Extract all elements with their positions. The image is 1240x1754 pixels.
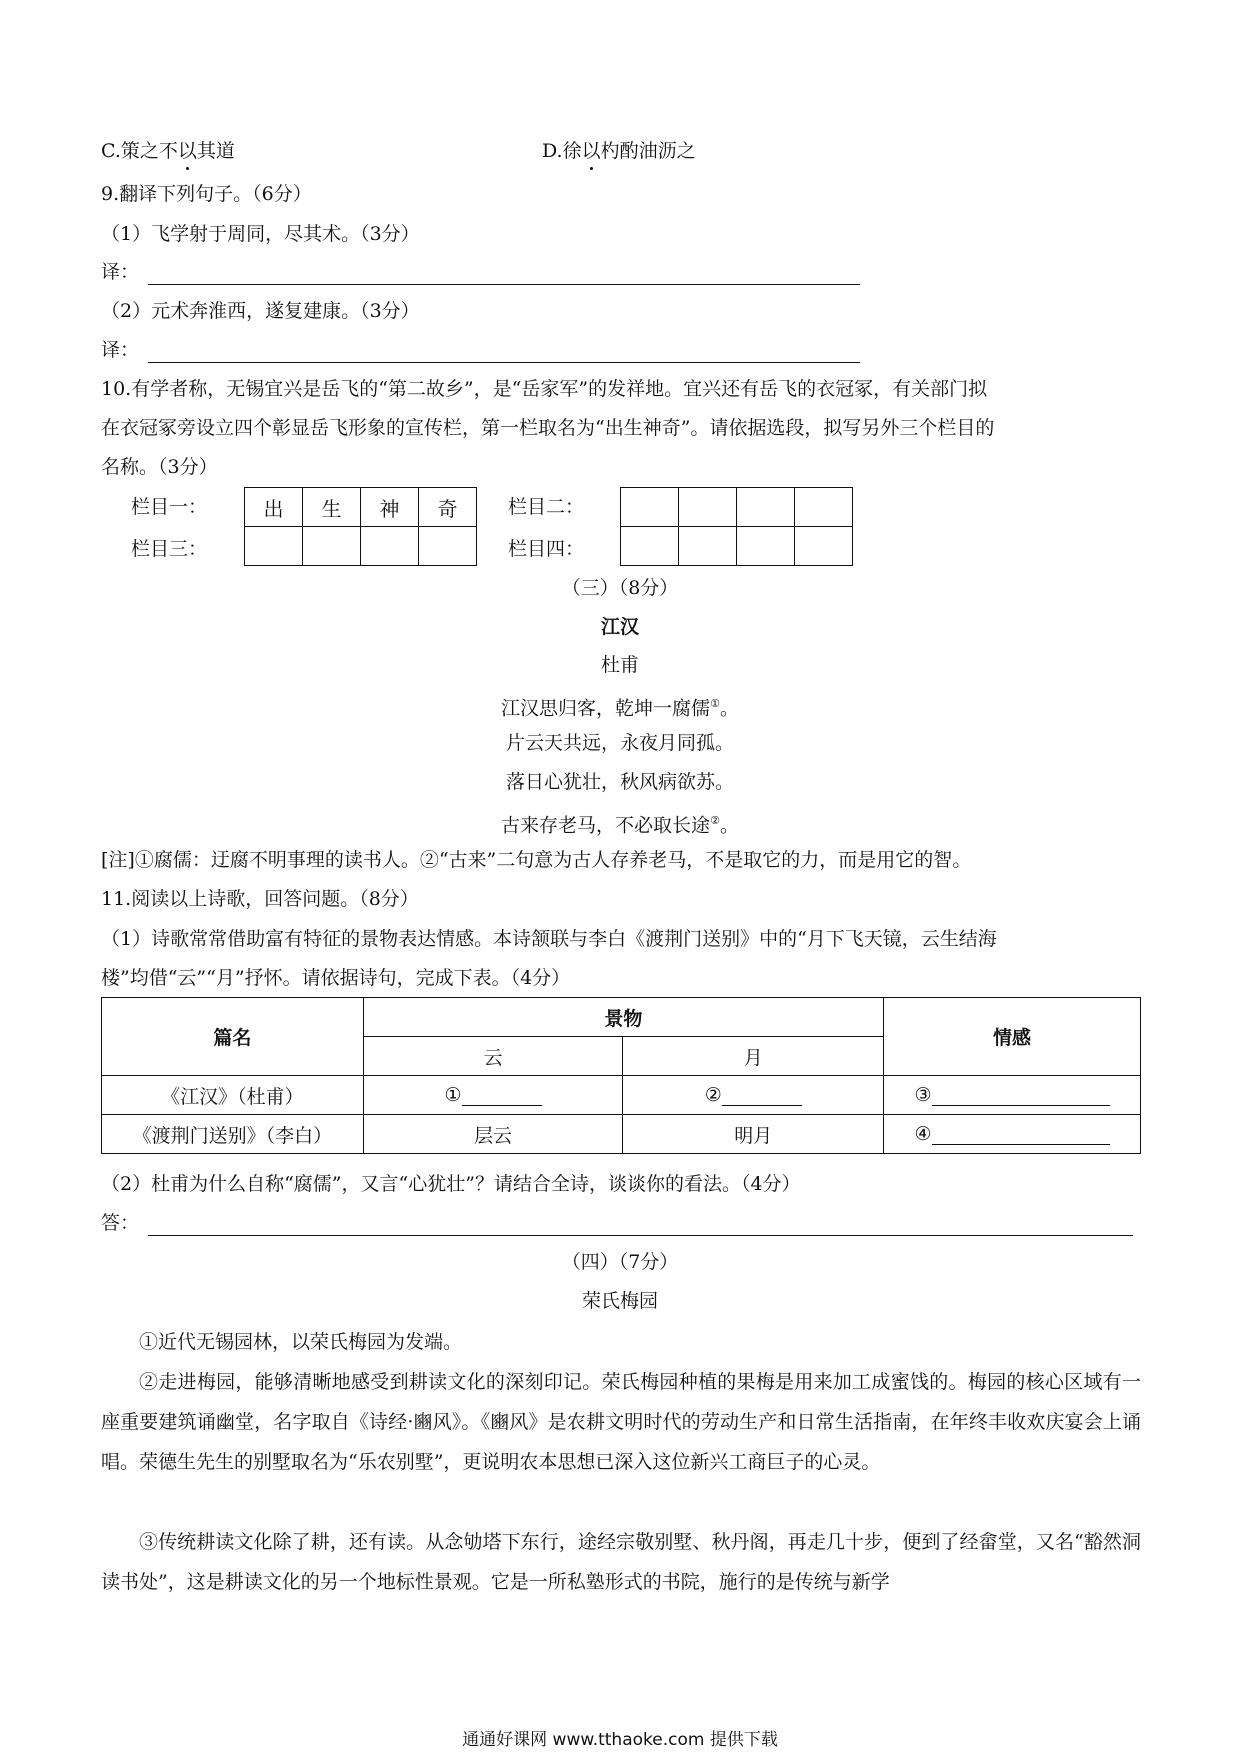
poem-title: 江汉 [600, 616, 639, 638]
header-emotion: 情感 [884, 998, 1141, 1076]
q8-option-c: C.策之不以其道 [101, 140, 235, 162]
poem-line-4: 古来存老马，不必取长途②。 [501, 814, 739, 837]
emphasis-dot-char: 以 [177, 140, 197, 162]
q9-answer-line-2[interactable] [148, 362, 860, 363]
passage-title: 荣氏梅园 [581, 1290, 658, 1312]
row1-cloud-blank[interactable]: ① [363, 1076, 623, 1115]
grid-cell-empty[interactable] [621, 527, 679, 566]
poem-line-2: 片云天共远，永夜月同孤。 [505, 732, 734, 754]
grid-cell-char: 奇 [419, 488, 477, 527]
poem-line-1: 江汉思归客，乾坤一腐儒①。 [501, 697, 739, 720]
grid-cell-empty[interactable] [245, 527, 303, 566]
q11-answer-label: 答： [101, 1212, 140, 1234]
q11-part1-text-2: 楼”均借“云”“月”抒怀。请依据诗句，完成下表。（4分） [101, 967, 571, 989]
column-grid-left [244, 487, 477, 566]
row1-title: 《江汉》（杜甫） [102, 1076, 364, 1115]
grid-cell-empty[interactable] [737, 488, 795, 527]
column-label-4: 栏目四： [508, 538, 585, 560]
comparison-table [101, 997, 1141, 1154]
grid-cell-char: 出 [245, 488, 303, 527]
q9-answer-label-2: 译： [101, 339, 140, 361]
q9-answer-line-1[interactable] [148, 284, 860, 285]
header-cloud: 云 [363, 1037, 623, 1076]
q9-answer-label-1: 译： [101, 261, 140, 283]
grid-cell-char: 生 [303, 488, 361, 527]
q11-answer-line[interactable] [148, 1235, 1133, 1236]
row2-title: 《渡荆门送别》（李白） [102, 1115, 364, 1154]
q11-title: 11.阅读以上诗歌，回答问题。（8分） [101, 888, 419, 910]
grid-cell-empty[interactable] [795, 527, 853, 566]
column-label-1: 栏目一： [131, 496, 208, 518]
passage-paragraph-1: ①近代无锡园林，以荣氏梅园为发端。 [139, 1331, 463, 1353]
header-title: 篇名 [102, 998, 364, 1076]
section-3-header: （三）（8分） [561, 577, 679, 599]
header-scenery: 景物 [363, 998, 883, 1037]
header-moon: 月 [623, 1037, 884, 1076]
grid-cell-char: 神 [361, 488, 419, 527]
grid-cell-empty[interactable] [737, 527, 795, 566]
q9-sentence-2: （2）元术奔淮西，遂复建康。（3分） [101, 300, 420, 322]
row1-moon-blank[interactable]: ② [623, 1076, 884, 1115]
row2-moon: 明月 [623, 1115, 884, 1154]
column-grid-right [620, 487, 853, 566]
page-footer: 通通好课网 www.tthaoke.com 提供下载 [462, 1730, 778, 1750]
passage-paragraph-2: ②走进梅园，能够清晰地感受到耕读文化的深刻印记。荣氏梅园种植的果梅是用来加工成蜜饯的。梅园的核心区域有一座重要建筑诵幽堂，名字取自《诗经·豳风》。《豳风》是农耕文明时代的劳动生产和日常生活指南，在年终丰收欢庆宴会上诵唱。荣德生先生的别墅取名为“乐农别墅”，更说明农本思想已深入这位新兴工商巨子的心灵。 [101, 1371, 1141, 1473]
row1-emotion-blank[interactable]: ③ [884, 1076, 1141, 1115]
q9-sentence-1: （1）飞学射于周同，尽其术。（3分） [101, 223, 420, 245]
grid-cell-empty[interactable] [679, 488, 737, 527]
q11-part1-text-1: （1）诗歌常常借助富有特征的景物表达情感。本诗颔联与李白《渡荆门送别》中的“月下飞天镜，云生结海 [101, 928, 997, 950]
q8-option-d: D.徐以杓酌油沥之 [542, 140, 696, 162]
poem-author: 杜甫 [600, 654, 639, 676]
grid-cell-empty[interactable] [795, 488, 853, 527]
passage-paragraph-3: ③传统耕读文化除了耕，还有读。从念劬塔下东行，途经宗敬别墅、秋丹阁，再走几十步，便到了经畲堂，又名“豁然洞读书处”，这是耕读文化的另一个地标性景观。它是一所私塾形式的书院，施行的是传统与新学 [101, 1531, 1141, 1593]
grid-cell-empty[interactable] [419, 527, 477, 566]
section-4-header: （四）（7分） [561, 1251, 679, 1273]
q11-part2-text: （2）杜甫为什么自称“腐儒”，又言“心犹壮”？请结合全诗，谈谈你的看法。（4分） [101, 1173, 801, 1195]
row2-cloud: 层云 [363, 1115, 623, 1154]
q9-title: 9.翻译下列句子。（6分） [101, 183, 312, 205]
column-label-3: 栏目三： [131, 538, 208, 560]
column-label-2: 栏目二： [508, 496, 585, 518]
q10-text-2: 在衣冠冢旁设立四个彰显岳飞形象的宣传栏，第一栏取名为“出生神奇”。请依据选段，拟写另外三个栏目的 [101, 417, 995, 439]
emphasis-dot-char: 以 [581, 140, 601, 162]
poem-line-3: 落日心犹壮，秋风病欲苏。 [505, 771, 734, 793]
grid-cell-empty[interactable] [679, 527, 737, 566]
grid-cell-empty[interactable] [361, 527, 419, 566]
q10-text-3: 名称。（3分） [101, 456, 218, 478]
row2-emotion-blank[interactable]: ④ [884, 1115, 1141, 1154]
q10-text-1: 10.有学者称，无锡宜兴是岳飞的“第二故乡”，是“岳家军”的发祥地。宜兴还有岳飞的衣冠冢，有关部门拟 [101, 378, 988, 400]
poem-annotation: [注]①腐儒：迂腐不明事理的读书人。②“古来”二句意为古人存养老马，不是取它的力，而是用它的智。 [101, 849, 972, 871]
grid-cell-empty[interactable] [621, 488, 679, 527]
grid-cell-empty[interactable] [303, 527, 361, 566]
